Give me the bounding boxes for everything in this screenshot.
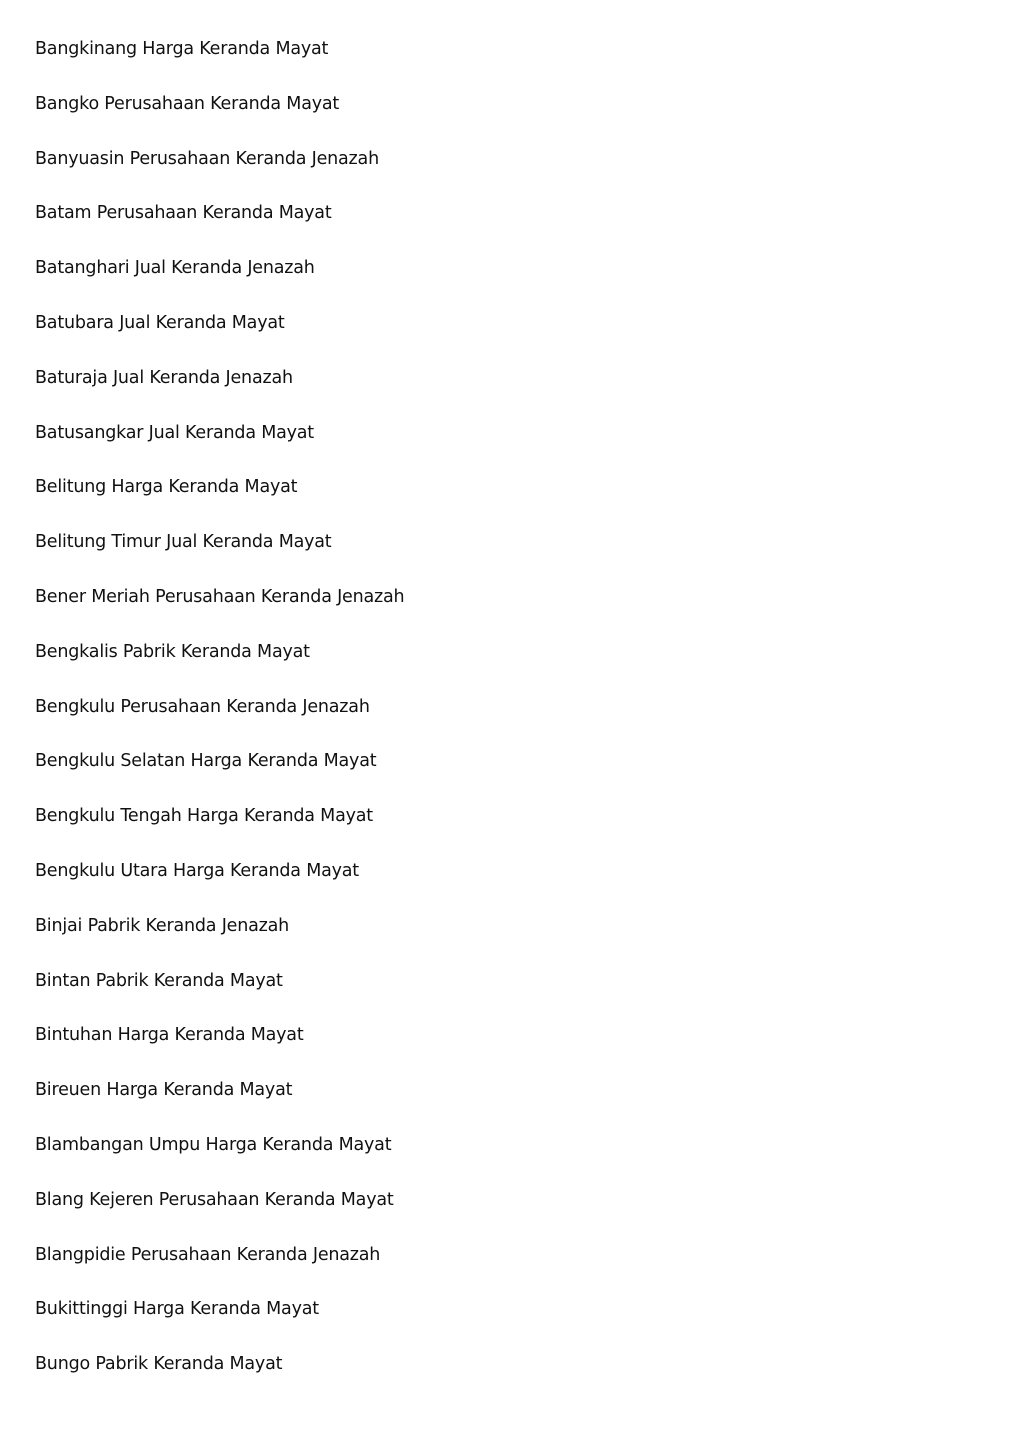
list-item: Bengkulu Selatan Harga Keranda Mayat: [35, 751, 377, 772]
list-item: Belitung Timur Jual Keranda Mayat: [35, 532, 332, 553]
list-item: Bungo Pabrik Keranda Mayat: [35, 1354, 283, 1375]
list-item: Bintan Pabrik Keranda Mayat: [35, 970, 283, 991]
list-item: Bangkinang Harga Keranda Mayat: [35, 39, 329, 59]
list-item: Blambangan Umpu Harga Keranda Mayat: [35, 1134, 392, 1155]
entry-list: [35, 36, 404, 1406]
list-item: Bengkulu Perusahaan Keranda Jenazah: [35, 696, 370, 717]
list-item: Binjai Pabrik Keranda Jenazah: [35, 915, 290, 936]
list-item: Batubara Jual Keranda Mayat: [35, 312, 285, 333]
list-item: Bukittinggi Harga Keranda Mayat: [35, 1299, 319, 1320]
list-item: Bener Meriah Perusahaan Keranda Jenazah: [35, 586, 405, 607]
list-item: Bangko Perusahaan Keranda Mayat: [35, 93, 340, 114]
list-item: Bintuhan Harga Keranda Mayat: [35, 1025, 304, 1046]
list-item: Blangpidie Perusahaan Keranda Jenazah: [35, 1244, 381, 1265]
list-item: Batanghari Jual Keranda Jenazah: [35, 258, 315, 279]
list-item: Bengkulu Tengah Harga Keranda Mayat: [35, 806, 373, 827]
list-item: Batusangkar Jual Keranda Mayat: [35, 422, 314, 443]
list-item: Batam Perusahaan Keranda Mayat: [35, 203, 332, 224]
list-item: Bengkalis Pabrik Keranda Mayat: [35, 641, 310, 662]
list-item: Belitung Harga Keranda Mayat: [35, 477, 298, 498]
list-item: Baturaja Jual Keranda Jenazah: [35, 367, 293, 388]
list-item: Bengkulu Utara Harga Keranda Mayat: [35, 860, 359, 881]
list-item: Bireuen Harga Keranda Mayat: [35, 1080, 293, 1101]
list-item: Banyuasin Perusahaan Keranda Jenazah: [35, 148, 379, 169]
list-item: Blang Kejeren Perusahaan Keranda Mayat: [35, 1189, 394, 1210]
